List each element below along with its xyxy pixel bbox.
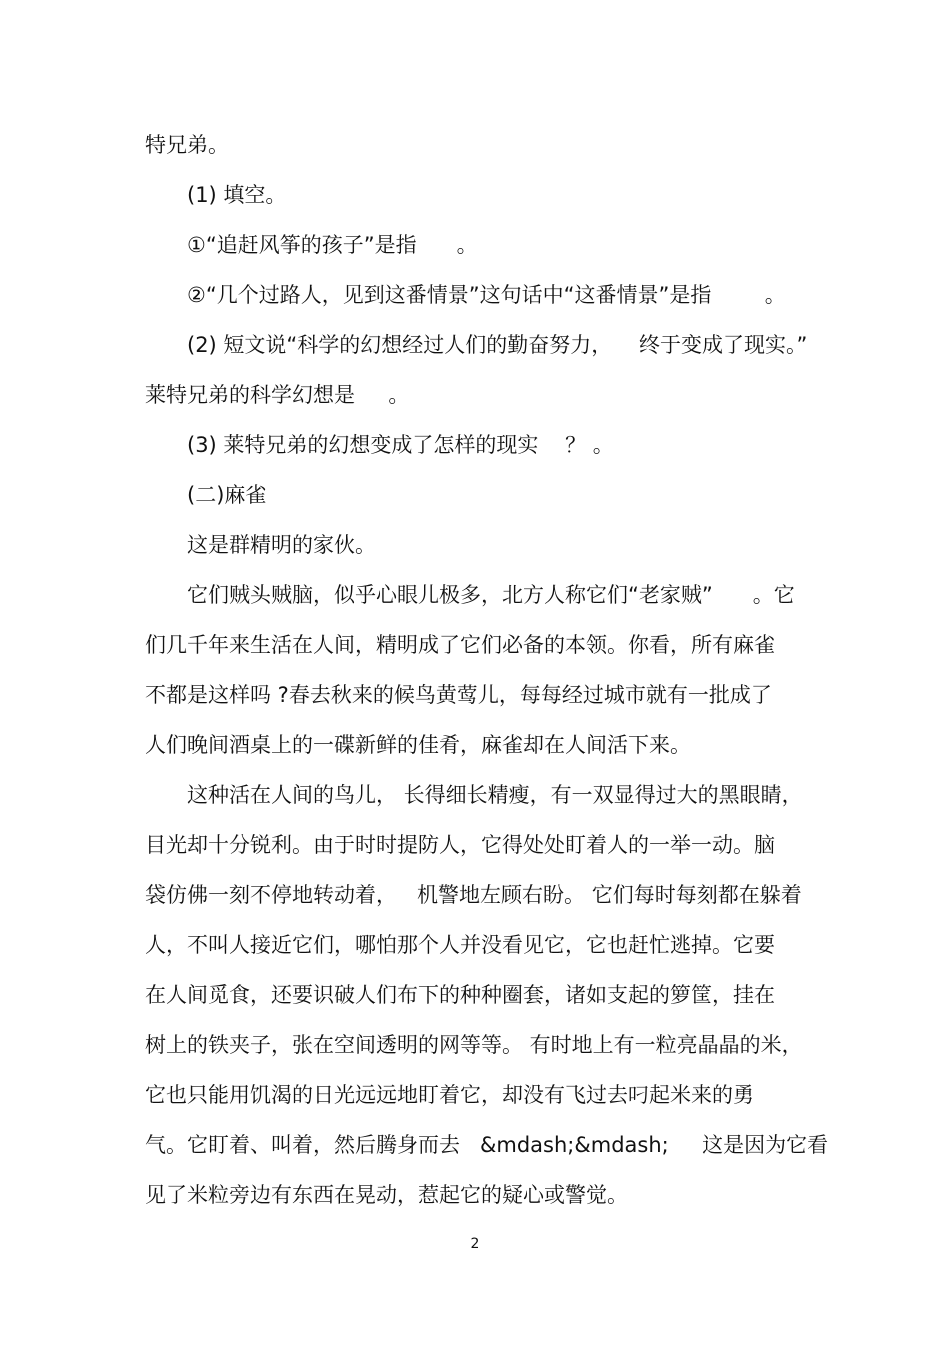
text-line-17: 人，不叫人接近它们，哪怕那个人并没看见它，它也赶忙逃掉。它要 xyxy=(145,933,775,957)
text-line-14: 这种活在人间的鸟儿， 长得细长精瘦，有一双显得过大的黑眼睛， xyxy=(187,783,803,807)
text-line-5: (2) 短文说“科学的幻想经过人们的勤奋努力， 终于变成了现实。” xyxy=(187,333,808,357)
text-line-21: 气。它盯着、叫着，然后腾身而去 &mdash;&mdash; 这是因为它看 xyxy=(145,1133,829,1157)
text-line-7: (3) 莱特兄弟的幻想变成了怎样的现实 ？ 。 xyxy=(187,433,614,457)
text-line-11: 们几千年来生活在人间，精明成了它们必备的本领。你看，所有麻雀 xyxy=(145,633,775,657)
text-line-12: 不都是这样吗 ?春去秋来的候鸟黄莺儿，每每经过城市就有一批成了 xyxy=(145,683,772,707)
text-line-3: ①“追赶风筝的孩子”是指 。 xyxy=(187,233,478,257)
text-line-10: 它们贼头贼脑，似乎心眼儿极多，北方人称它们“老家贼” 。它 xyxy=(187,583,795,607)
text-line-9: 这是群精明的家伙。 xyxy=(187,533,376,557)
text-line-13: 人们晚间酒桌上的一碟新鲜的佳肴，麻雀却在人间活下来。 xyxy=(145,733,691,757)
text-line-16: 袋仿佛一刻不停地转动着， 机警地左顾右盼。 它们每时每刻都在躲着 xyxy=(145,883,802,907)
section-heading: (二)麻雀 xyxy=(187,483,267,507)
text-line-1: 特兄弟。 xyxy=(145,133,229,157)
text-line-4: ②“几个过路人，见到这番情景”这句话中“这番情景”是指 。 xyxy=(187,283,786,307)
page-number: 2 xyxy=(470,1236,480,1252)
text-line-20: 它也只能用饥渴的日光远远地盯着它，却没有飞过去叼起米来的勇 xyxy=(145,1083,754,1107)
text-line-15: 目光却十分锐利。由于时时提防人，它得处处盯着人的一举一动。脑 xyxy=(145,833,775,857)
text-line-18: 在人间觅食，还要识破人们布下的种种圈套，诸如支起的箩筐，挂在 xyxy=(145,983,775,1007)
text-line-22: 见了米粒旁边有东西在晃动，惹起它的疑心或警觉。 xyxy=(145,1183,628,1207)
text-line-6: 莱特兄弟的科学幻想是 。 xyxy=(145,383,410,407)
text-line-2: (1) 填空。 xyxy=(187,183,287,207)
text-line-19: 树上的铁夹子，张在空间透明的网等等。 有时地上有一粒亮晶晶的米， xyxy=(145,1033,803,1057)
